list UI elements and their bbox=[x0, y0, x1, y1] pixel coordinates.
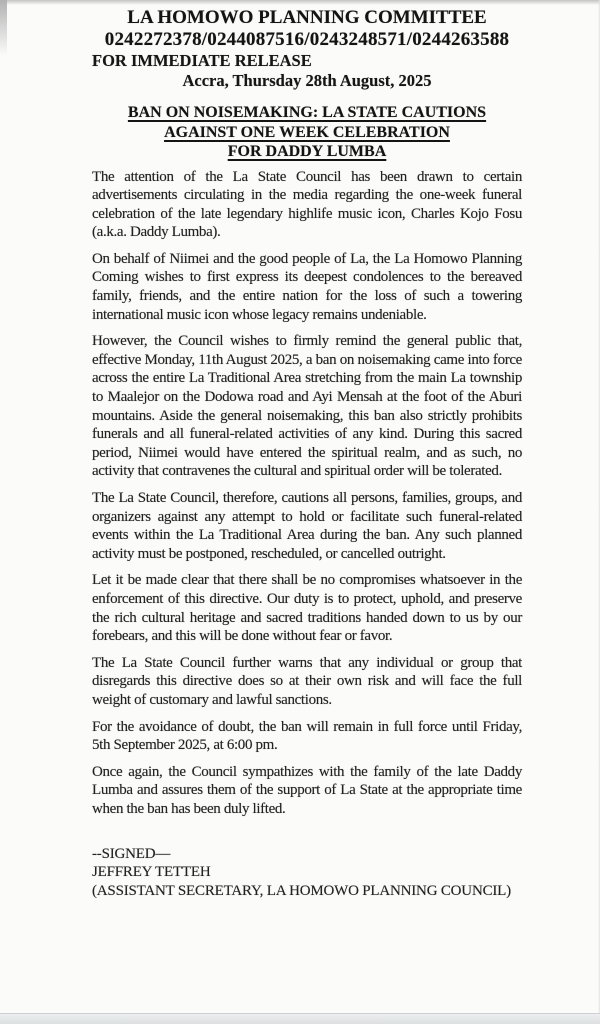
photo-edge-bottom bbox=[0, 1013, 600, 1024]
press-title-line-2: AGAINST ONE WEEK CELEBRATION bbox=[164, 123, 450, 141]
paragraph-ban-duration: For the avoidance of doubt, the ban will remain in full force until Friday, 5th September 2025, at 6:00 pm. bbox=[92, 718, 522, 754]
signatory-name: JEFFREY TETTEH bbox=[92, 864, 211, 881]
press-title-line-1: BAN ON NOISEMAKING: LA STATE CAUTIONS bbox=[127, 104, 487, 121]
document-body bbox=[92, 168, 522, 819]
paragraph-sympathy: Once again, the Council sympathizes with the family of the late Daddy Lumba and assures them of the support of La State at the appropriate time when the ban has been duly lifted. bbox=[92, 763, 522, 817]
signature-block bbox=[92, 845, 522, 901]
press-title bbox=[92, 103, 522, 162]
signatory-role: (ASSISTANT SECRETARY, LA HOMOWO PLANNING COUNCIL) bbox=[92, 883, 511, 900]
paragraph-no-compromise: Let it be made clear that there shall be no compromises whatsoever in the enforcement of this directive. Our duty is to protect, uphold, and preserve the rich cultural heritage and sacred traditions handed down to us by our forebears, and this will be done without fear or favor. bbox=[92, 572, 522, 645]
photo-edge-left-corner bbox=[0, 0, 7, 56]
press-title-line-3: FOR DADDY LUMBA bbox=[227, 143, 387, 160]
paragraph-ban-reminder: However, the Council wishes to firmly remind the general public that, effective Monday, 11th August 2025, a ban on noisemaking came into force across the entire La Traditional Area stretching from the main La township to Maalejor on the Dodowa road and Ayi Mensah at the foot of the Aburi mountains. Aside the general noisemaking, this ban also strictly prohibits funerals and all funeral-related activities of any kind. During this sacred period, Niimei would have entered the spiritual realm, and as such, no activity that contravenes the cultural and spiritual order will be tolerated. bbox=[92, 333, 522, 480]
paragraph-caution: The La State Council, therefore, cautions all persons, families, groups, and organizers against any attempt to hold or facilitate such funeral-related events within the La Traditional Area during the ban. Any such planned activity must be postponed, rescheduled, or cancelled outright. bbox=[92, 490, 522, 562]
dateline: Accra, Thursday 28th August, 2025 bbox=[182, 71, 432, 90]
committee-name: LA HOMOWO PLANNING COMMITTEE bbox=[127, 7, 487, 28]
photo-edge-top bbox=[0, 0, 600, 5]
paragraph-warning: The La State Council further warns that any individual or group that disregards this directive does so at their own risk and will face the full weight of customary and lawful sanctions. bbox=[92, 654, 522, 708]
release-label: FOR IMMEDIATE RELEASE bbox=[92, 51, 312, 70]
paragraph-attention: The attention of the La State Council has been drawn to certain advertisements circulating in the media regarding the one-week funeral celebration of the late legendary highlife music icon, Charles Kojo Fosu (a.k.a. Daddy Lumba). bbox=[92, 168, 522, 241]
paragraph-condolences: On behalf of Niimei and the good people of La, the La Homowo Planning Coming wishes to first express its deepest condolences to the bereaved family, friends, and the entire nation for the loss of such a towering international music icon whose legacy remains undeniable. bbox=[92, 250, 522, 323]
signed-label: --SIGNED— bbox=[92, 845, 171, 862]
phone-numbers: 0242272378/0244087516/0243248571/0244263588 bbox=[104, 29, 510, 50]
